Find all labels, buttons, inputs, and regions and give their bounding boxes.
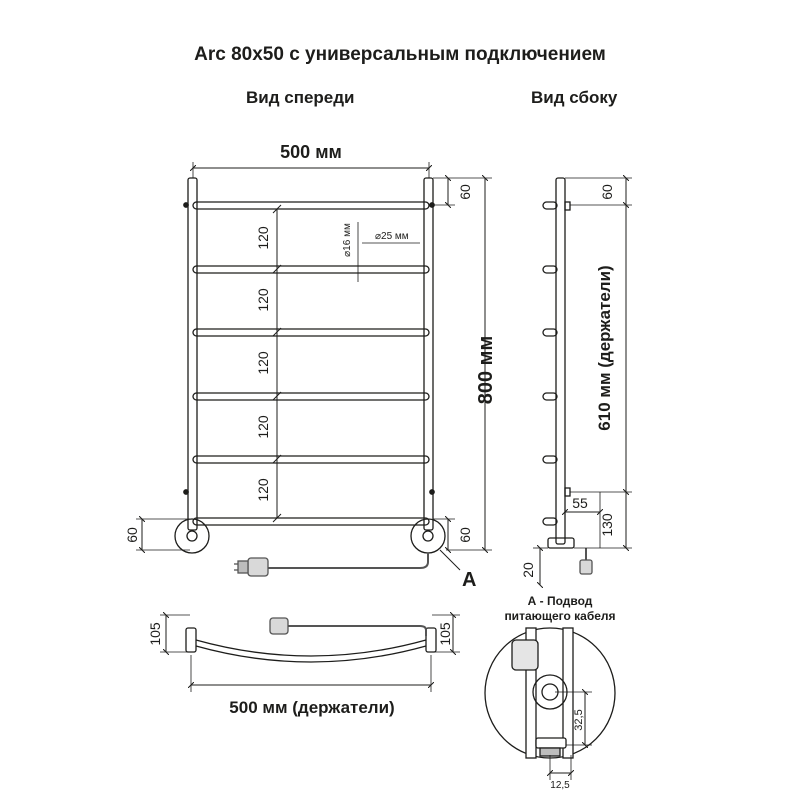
detail-dim-12: 12,5 [550,780,570,791]
side-plug-icon [580,560,592,574]
width-label: 500 мм [280,142,342,162]
spacing-label-1: 120 [255,226,271,250]
detail-a [485,628,615,780]
left-bottom-holder [175,519,209,553]
side-dim-130: 130 [599,513,615,537]
side-labels [520,184,615,578]
bottom-offset-left-label: 60 [124,527,140,543]
side-post [556,178,565,544]
detail-caption-1: А - Подвод [527,594,593,608]
top-depth-left: 105 [147,622,163,646]
side-bars [543,202,557,525]
crossbars [193,202,429,525]
diagram-title: Arc 80x50 с универсальным подключением [194,44,606,65]
side-bottom-holder [548,538,574,548]
front-view-heading: Вид спереди [246,88,355,107]
tube-diameter-label: ⌀16 мм [342,223,353,257]
callout-a: А [462,569,477,591]
right-post [424,178,433,530]
bottom-offset-right-label: 60 [457,527,473,543]
height-label: 800 мм [475,335,497,405]
side-holders-label: 610 мм (держатели) [595,265,614,431]
side-view-heading: Вид сбоку [531,88,618,107]
side-dim-20: 20 [520,562,536,578]
rail-diameter-label: ⌀25 мм [375,231,409,242]
side-dim-55: 55 [572,495,588,511]
side-top-offset-label: 60 [599,184,615,200]
detail-labels [504,594,615,791]
left-post [188,178,197,530]
detail-caption-2: питающего кабеля [504,609,616,623]
top-offset-label: 60 [457,184,473,200]
spacing-label-5: 120 [255,478,271,502]
top-view [160,615,460,692]
top-plug-icon [270,618,288,634]
power-cable [268,553,428,568]
detail-dim-32: 32,5 [573,709,585,731]
top-depth-right: 105 [437,622,453,646]
top-labels [147,622,453,717]
spacing-label-4: 120 [255,415,271,439]
front-view [136,162,492,576]
plug-icon [248,558,268,576]
side-view [533,178,632,585]
spacing-label-3: 120 [255,351,271,375]
top-width-label: 500 мм (держатели) [229,698,395,717]
spacing-label-2: 120 [255,288,271,312]
